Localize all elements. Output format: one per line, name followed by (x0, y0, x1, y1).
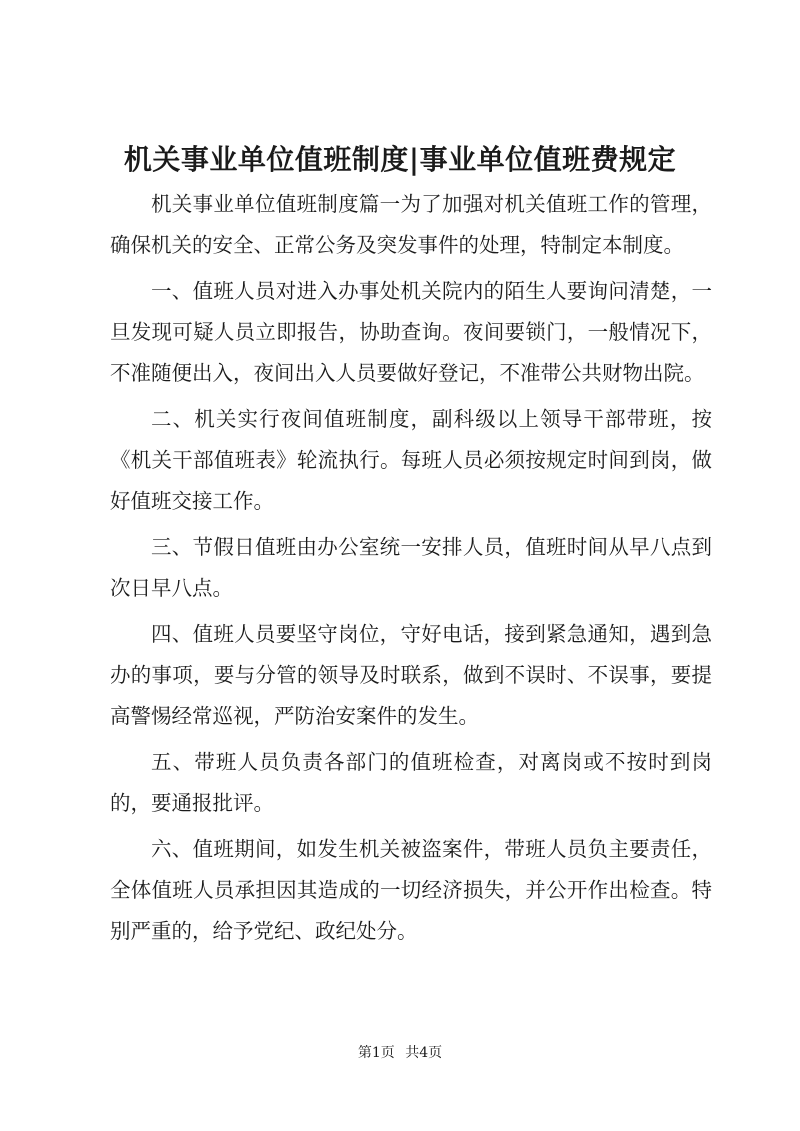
page-footer (0, 1043, 800, 1063)
paragraph-intro: 机关事业单位值班制度篇一为了加强对机关值班工作的管理，确保机关的安全、正常公务及突发事件的处理，特制定本制度。 (110, 192, 712, 257)
paragraph-rule-4: 四、值班人员要坚守岗位，守好电话，接到紧急通知，遇到急办的事项，要与分管的领导及时联系，做到不误时、不误事，要提高警惕经常巡视，严防治安案件的发生。 (110, 622, 712, 728)
paragraph-rule-1: 一、值班人员对进入办事处机关院内的陌生人要询问清楚，一旦发现可疑人员立即报告，协助查询。夜间要锁门，一般情况下，不准随便出入，夜间出入人员要做好登记，不准带公共财物出院。 (110, 279, 712, 385)
paragraph-rule-6: 六、值班期间，如发生机关被盗案件，带班人员负主要责任，全体值班人员承担因其造成的一切经济损失，并公开作出检查。特别严重的，给予党纪、政纪处分。 (110, 837, 712, 943)
paragraph-rule-5: 五、带班人员负责各部门的值班检查，对离岗或不按时到岗的，要通报批评。 (110, 750, 712, 815)
document-body (110, 184, 712, 957)
paragraph-rule-2: 二、机关实行夜间值班制度，副科级以上领导干部带班，按《机关干部值班表》轮流执行。每班人员必须按规定时间到岗，做好值班交接工作。 (110, 407, 712, 513)
page-number: 第1页 (357, 1045, 395, 1061)
page-total: 共4页 (405, 1045, 443, 1061)
document-title: 机关事业单位值班制度|事业单位值班费规定 (123, 143, 677, 176)
paragraph-rule-3: 三、节假日值班由办公室统一安排人员，值班时间从早八点到次日早八点。 (110, 535, 712, 600)
